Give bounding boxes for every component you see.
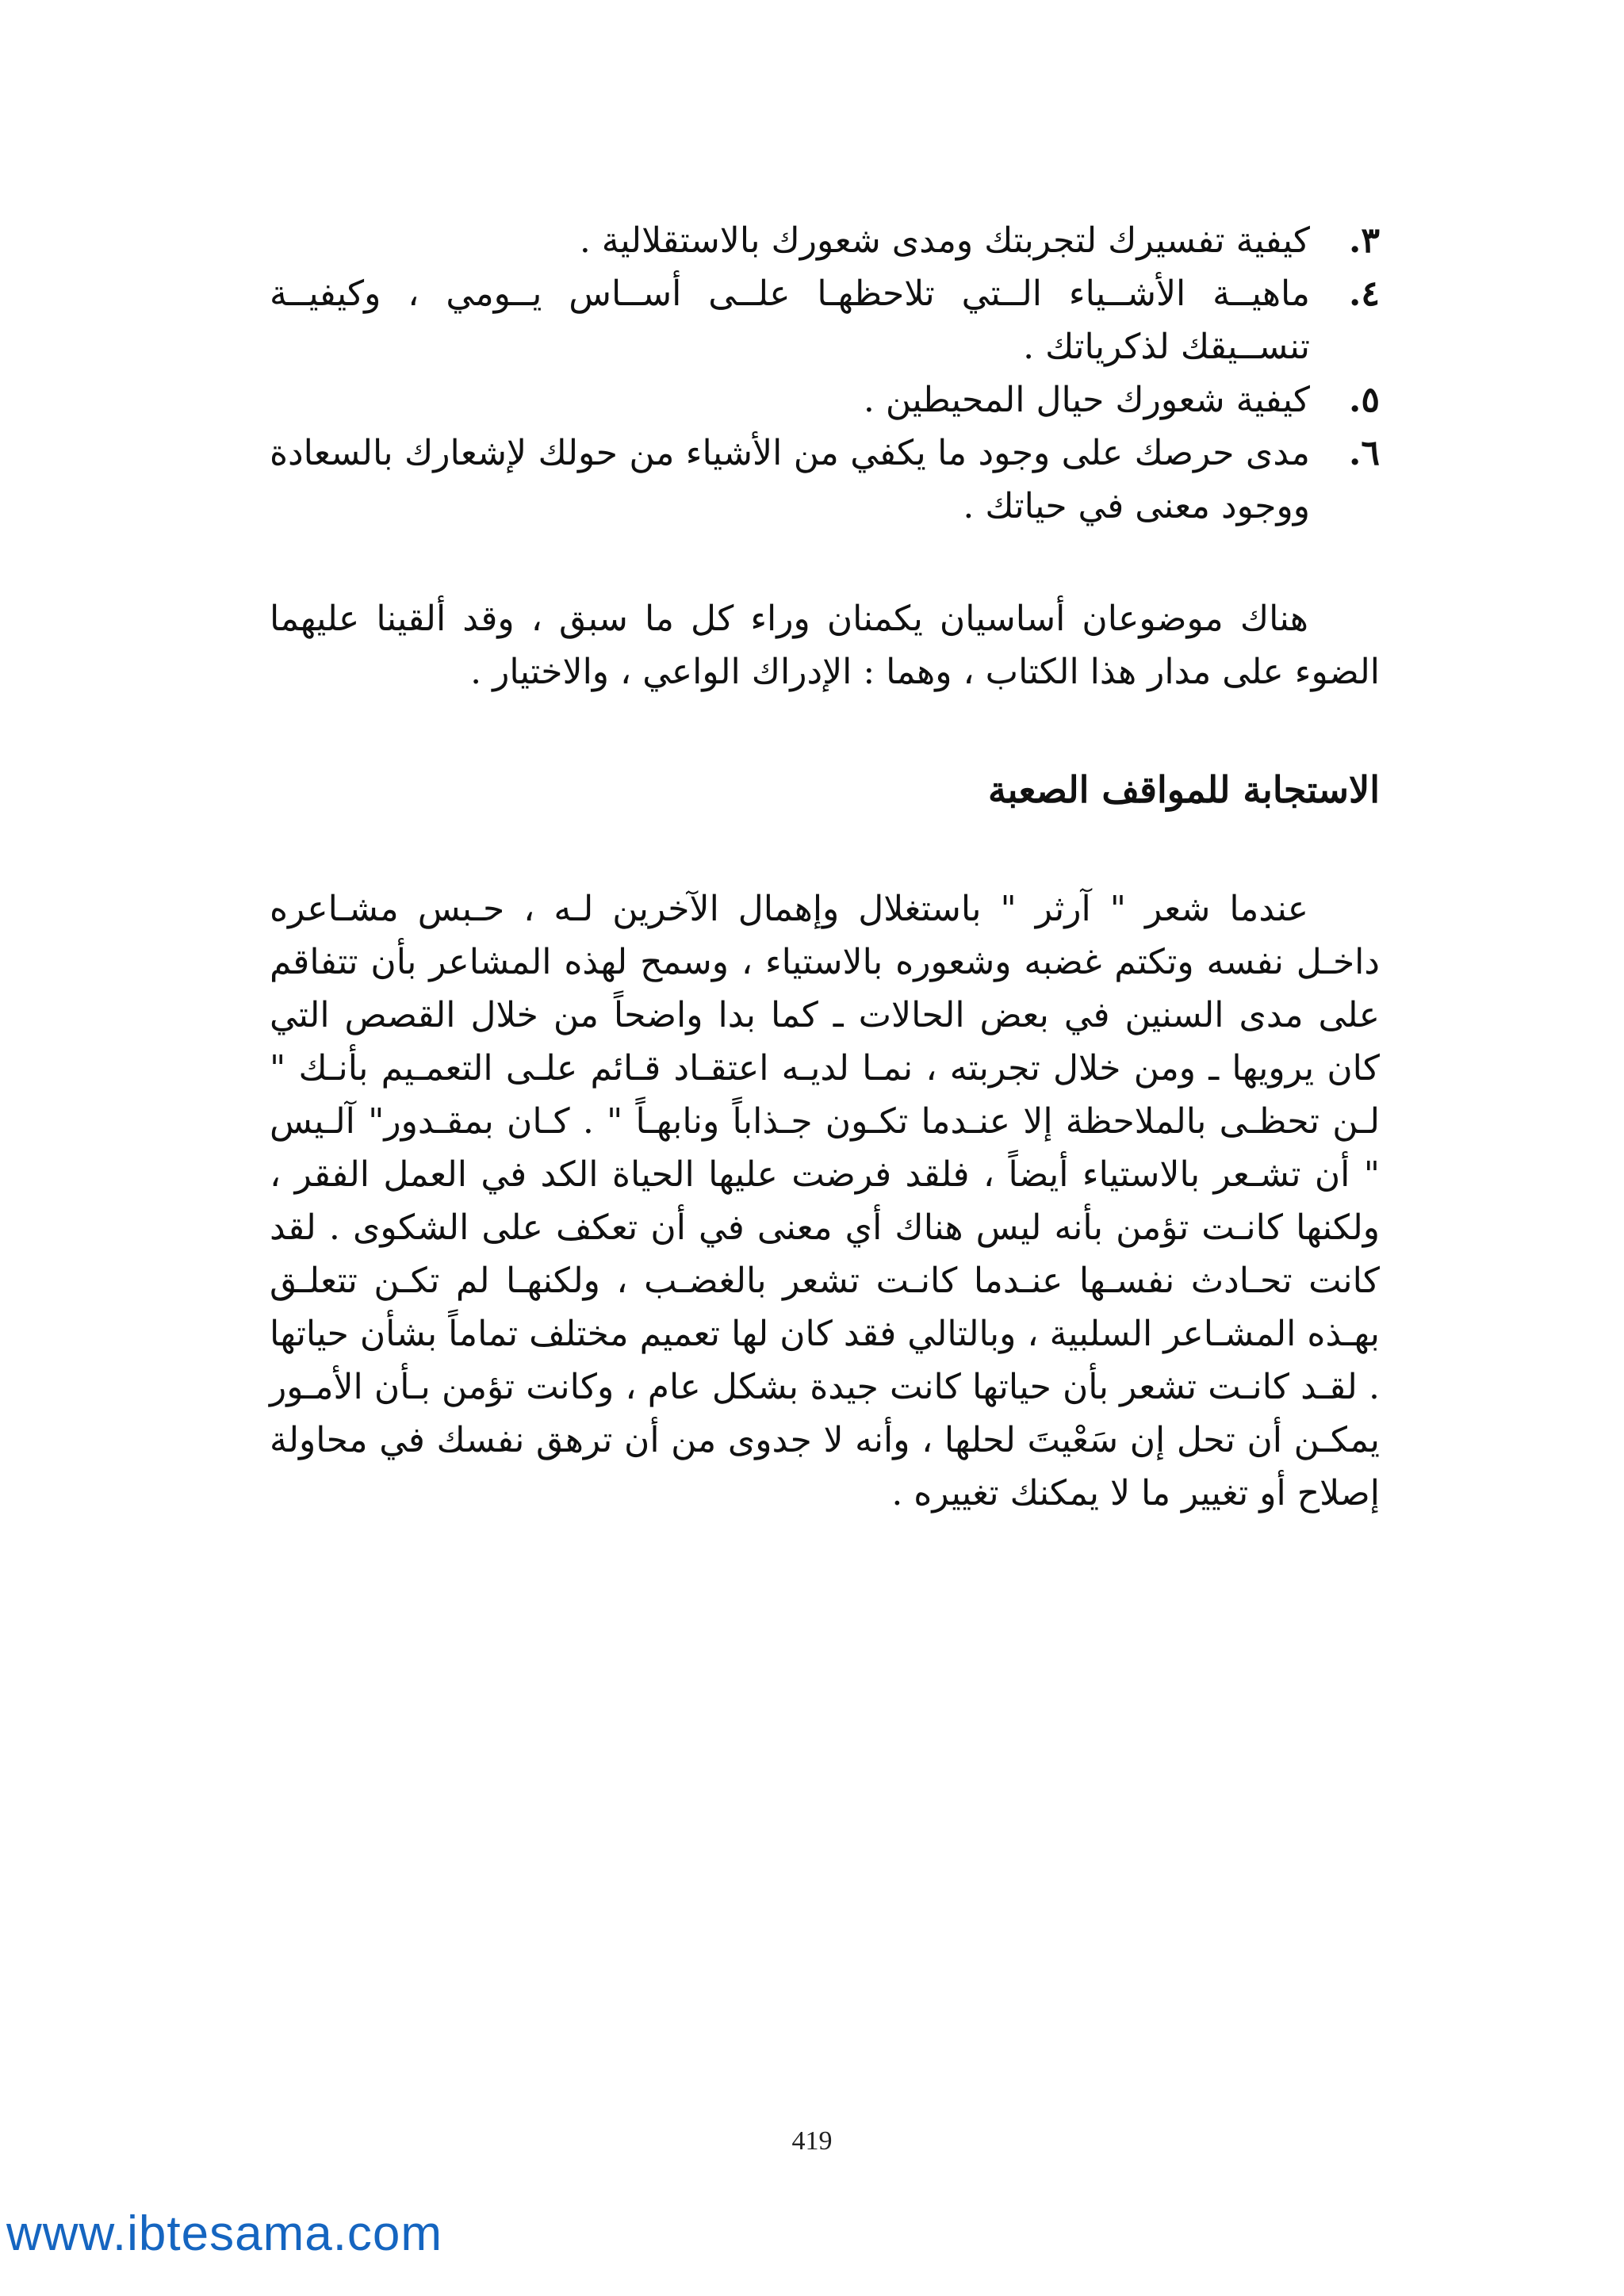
list-item-text: كيفية تفسيرك لتجربتك ومدى شعورك بالاستقلالية . [579, 220, 1310, 261]
list-item-number: ٣. [1349, 220, 1380, 261]
list-item-text: مدى حرصك على وجود ما يكفي من الأشياء من حولك لإشعارك بالسعادة ووجود معنى في حياتك . [270, 433, 1310, 526]
page-number: 419 [791, 2126, 833, 2156]
watermark-link[interactable]: www.ibtesama.com [6, 2206, 443, 2261]
list-item [270, 267, 1380, 373]
list-item-number: ٤. [1349, 274, 1380, 314]
list-item [270, 427, 1380, 533]
list-item-text: ماهيــة الأشــياء الــتي تلاحظهـا علــى أســاس يــومي ، وكيفيــة تنســيقك لذكرياتك . [270, 274, 1310, 367]
list-item [270, 214, 1380, 267]
list-item [270, 373, 1380, 427]
page-content [270, 214, 1380, 1520]
list-item-number: ٦. [1349, 433, 1380, 473]
list-item-number: ٥. [1349, 380, 1380, 420]
intro-paragraph: هناك موضوعان أساسيان يكمنان وراء كل ما سبق ، وقد ألقينا عليهما الضوء على مدار هذا الكتاب ، وهما : الإدراك الواعي ، والاختيار . [270, 599, 1380, 692]
list-item-text: كيفية شعورك حيال المحيطين . [863, 380, 1310, 420]
body-paragraph: عندما شعر " آرثر " باستغلال وإهمال الآخرين لـه ، حـبس مشـاعره داخـل نفسه وتكتم غضبه وشعوره بالاستياء ، وسمح لهذه المشاعر بأن تتفاقم على مدى السنين في بعض الحالات ـ كما بدا واضحاً من خلال القصص التي كان يرويها ـ ومن خلال تجربته ، نمـا لديـه اعتقـاد قـائم علـى التعمـيم بأنـك " لـن تحظـى بالملاحظة إلا عنـدما تكـون جـذاباً ونابهـاً " . كـان بمقـدور" آلـيس " أن تشـعر بالاستياء أيضاً ، فلقد فرضت عليها الحياة الكد في العمل الفقر ، ولكنها كانـت تؤمن بأنه ليس هناك أي معنى في أن تعكف على الشكوى . لقد كانت تحـادث نفسـها عنـدما كانـت تشعر بالغضـب ، ولكنهـا لم تكـن تتعلـق بهـذه المشـاعر السلبية ، وبالتالي فقد كان لها تعميم مختلف تماماً بشأن حياتها . لقـد كانـت تشعر بأن حياتها كانت جيدة بشكل عام ، وكانت تؤمن بـأن الأمـور يمكـن أن تحل إن سَعْيتَ لحلها ، وأنه لا جدوى من أن ترهق نفسك في محاولة إصلاح أو تغيير ما لا يمكنك تغييره . [270, 889, 1381, 1513]
section-heading: الاستجابة للمواقف الصعبة [987, 768, 1380, 811]
numbered-list [270, 214, 1380, 533]
